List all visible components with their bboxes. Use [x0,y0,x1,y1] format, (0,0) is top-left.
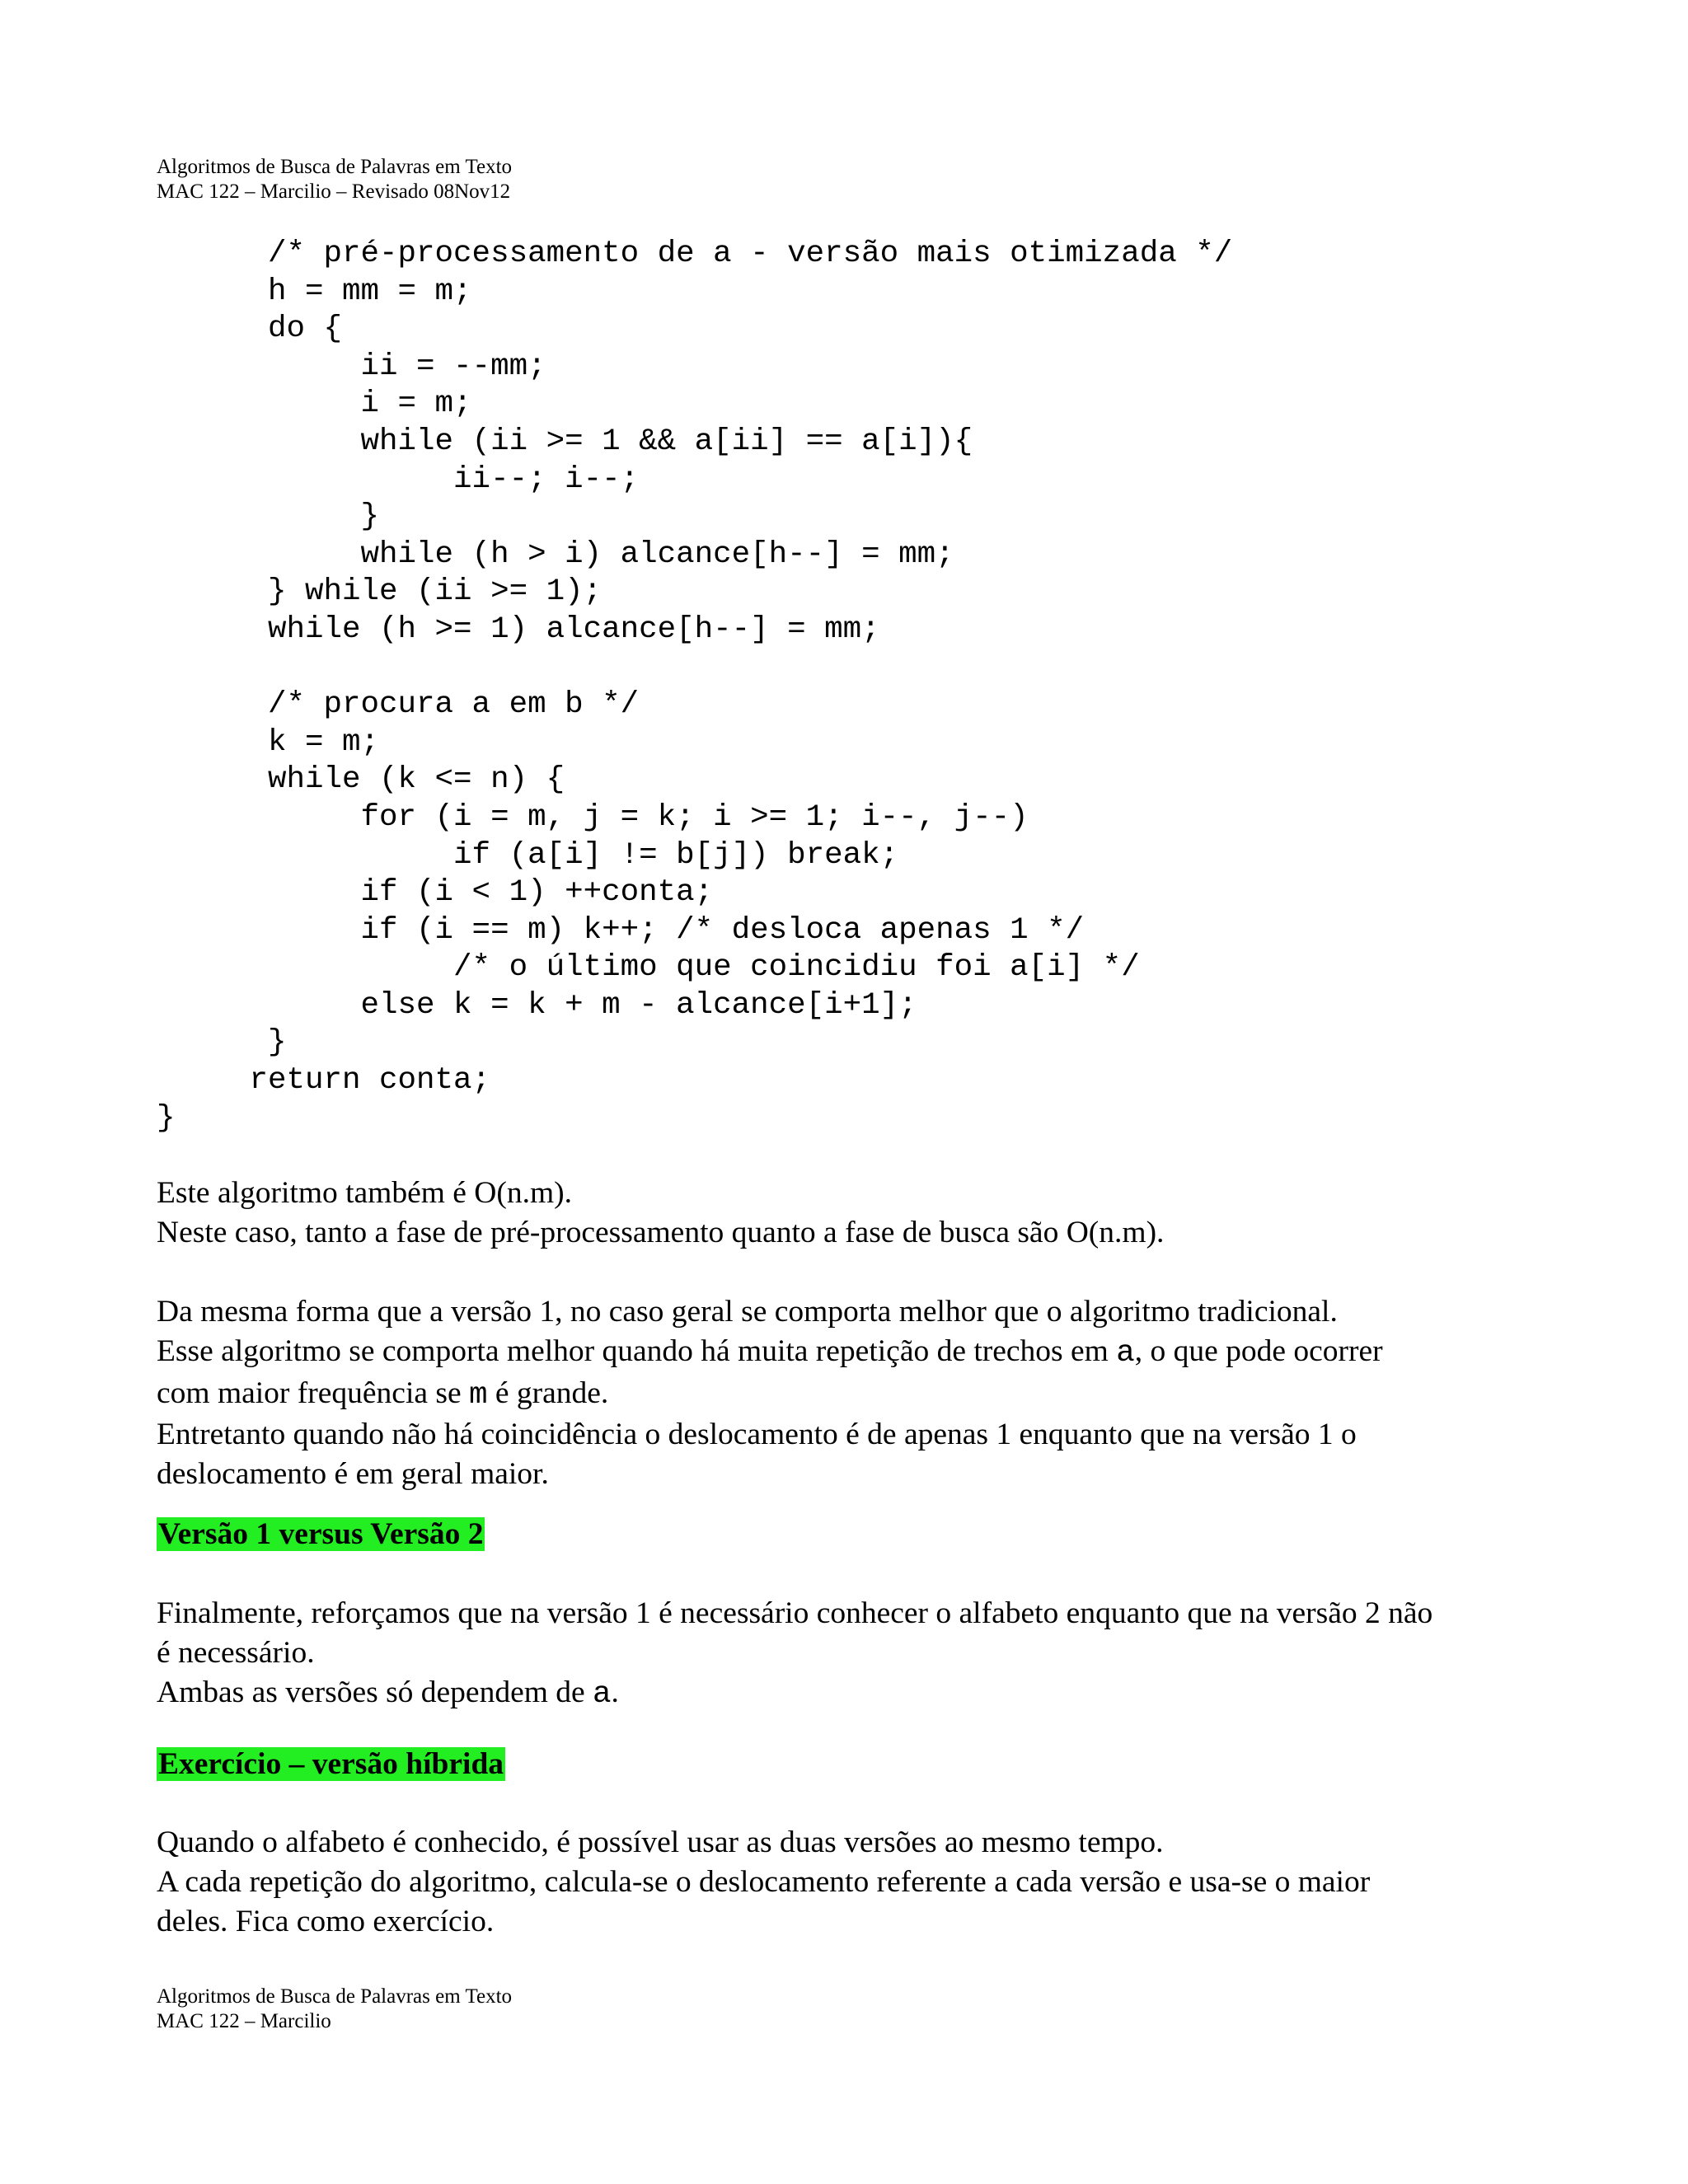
code-line: if (a[i] != b[j]) break; [157,837,899,873]
code-line: for (i = m, j = k; i >= 1; i--, j--) [157,799,1029,835]
highlighted-heading: Exercício – versão híbrida [158,1747,504,1781]
exercise-paragraph [157,1823,1558,1941]
paragraph-line: Quando o alfabeto é conhecido, é possível usar as duas versões ao mesmo tempo. [157,1825,1164,1859]
code-line: } [157,499,380,535]
code-line: return conta; [157,1063,491,1099]
code-line: } [157,1025,287,1061]
paragraph-line: Neste caso, tanto a fase de pré-processamento quanto a fase de busca são O(n.m). [157,1215,1165,1249]
complexity-paragraph [157,1174,1558,1253]
code-line [157,649,1232,687]
code-line: /* procura a em b */ [157,687,640,723]
footer-title: Algoritmos de Busca de Palavras em Texto [157,1985,513,2008]
code-line: while (ii >= 1 && a[ii] == a[i]){ [157,424,973,459]
paragraph-line: Este algoritmo também é O(n.m). [157,1176,573,1210]
code-line: k = m; [157,724,380,760]
conclusion-paragraph [157,1594,1558,1714]
code-line: /* o último que coincidiu foi a[i] */ [157,950,1140,986]
header-subtitle: MAC 122 – Marcilio – Revisado 08Nov12 [157,180,511,203]
code-line: ii = --mm; [157,349,546,384]
paragraph-line: Da mesma forma que a versão 1, no caso geral se comporta melhor que o algoritmo tradicional. [157,1295,1338,1329]
paragraph-line: Finalmente, reforçamos que na versão 1 é necessário conhecer o alfabeto enquanto que na versão 2 não [157,1596,1433,1630]
code-line: if (i < 1) ++conta; [157,875,714,911]
inline-code-m: m [469,1377,488,1413]
code-line: h = mm = m; [157,274,472,309]
footer-subtitle: MAC 122 – Marcilio [157,2010,331,2032]
page-header [157,155,512,204]
comparison-paragraph [157,1292,1558,1494]
section-heading-versions [157,1515,1558,1554]
code-line: else k = k + m - alcance[i+1]; [157,987,917,1023]
paragraph-line: é necessário. [157,1635,315,1670]
code-line: /* pré-processamento de a - versão mais otimizada */ [157,237,1233,271]
code-line: while (k <= n) { [157,762,565,798]
code-line: while (h > i) alcance[h--] = mm; [157,537,954,572]
code-line: while (h >= 1) alcance[h--] = mm; [157,612,880,647]
paragraph-line: com maior frequência se m é grande. [157,1376,609,1413]
page-footer [157,1985,512,2034]
code-line: } while (ii >= 1); [157,574,603,610]
paragraph-line: A cada repetição do algoritmo, calcula-se o deslocamento referente a cada versão e usa-se o maior [157,1864,1371,1899]
code-line: } [157,1100,176,1136]
inline-code-a: a [1116,1335,1135,1371]
paragraph-line: Esse algoritmo se comporta melhor quando há muita repetição de trechos em a, o que pode ocorrer [157,1333,1383,1371]
paragraph-line: deles. Fica como exercício. [157,1904,495,1938]
code-line: do { [157,312,343,347]
paragraph-line: Ambas as versões só dependem de a. [157,1675,619,1712]
code-line: ii--; i--; [157,462,640,497]
highlighted-heading: Versão 1 versus Versão 2 [158,1517,484,1551]
code-block [157,236,1232,1137]
code-line: if (i == m) k++; /* desloca apenas 1 */ [157,912,1085,948]
section-heading-exercise [157,1745,1558,1784]
paragraph-line: Entretanto quando não há coincidência o deslocamento é de apenas 1 enquanto que na versão 1 o [157,1418,1357,1452]
paragraph-line: deslocamento é em geral maior. [157,1457,549,1492]
inline-code-a: a [593,1676,612,1712]
header-title: Algoritmos de Busca de Palavras em Texto [157,156,513,178]
code-line: i = m; [157,387,472,422]
